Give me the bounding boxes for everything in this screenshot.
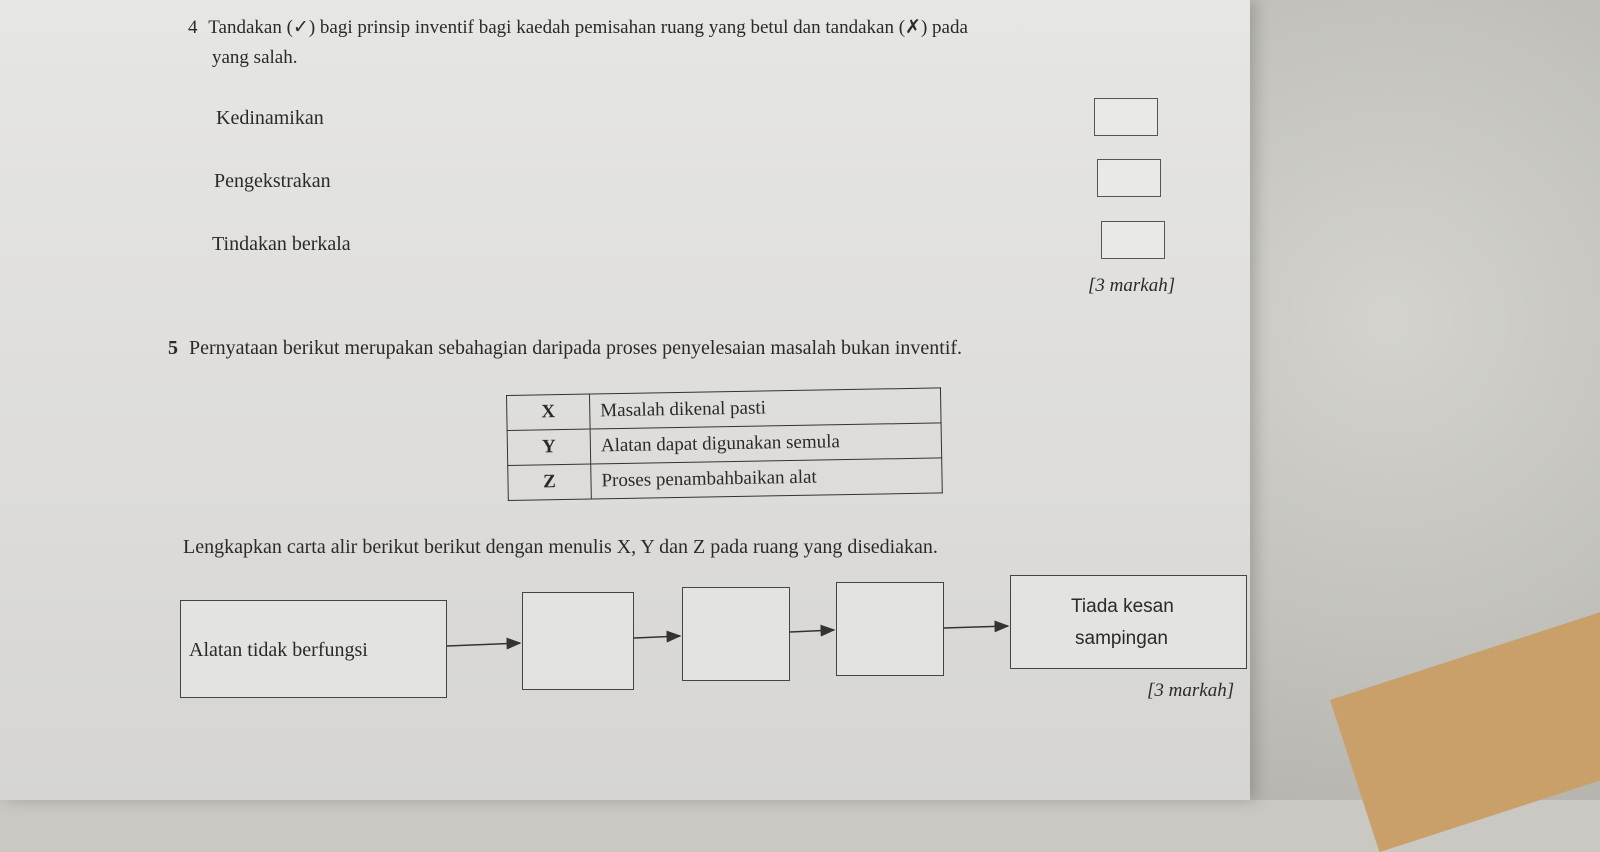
question-number: 4 [188,17,198,38]
table-value-cell: Alatan dapat digunakan semula [590,423,942,464]
question-text: Tandakan (✓) bagi prinsip inventif bagi kaedah pemisahan ruang yang betul dan tandakan (✗) pada [208,17,968,38]
question-number: 5 [168,337,178,359]
item-label-pengekstrakan: Pengekstrakan [214,170,331,192]
flowchart-instruction: Lengkapkan carta alir berikut berikut dengan menulis X, Y dan Z pada ruang yang disediakan. [183,536,938,558]
arrow-right-icon [634,636,680,638]
marks-q5: [3 markah] [1147,680,1235,701]
item-label-tindakan-berkala: Tindakan berkala [212,233,351,255]
flow-end-label-line2: sampingan [1075,628,1168,649]
arrow-right-icon [944,626,1008,628]
flow-start-label: Alatan tidak berfungsi [189,639,368,661]
arrow-right-icon [790,630,834,632]
table-value-cell: Proses penambahbaikan alat [591,458,943,499]
table-key-cell: X [507,394,591,430]
table-key-cell: Y [507,429,591,465]
question-text-continued: yang salah. [212,47,298,68]
flow-end-label-line1: Tiada kesan [1071,596,1174,617]
arrow-right-icon [447,643,520,646]
table-value-cell: Masalah dikenal pasti [589,388,941,429]
question-text: Pernyataan berikut merupakan sebahagian daripada proses penyelesaian masalah bukan inventif. [189,337,963,359]
marks-q4: [3 markah] [1088,275,1176,296]
item-label-kedinamikan: Kedinamikan [216,107,324,129]
table-key-cell: Z [508,464,592,500]
